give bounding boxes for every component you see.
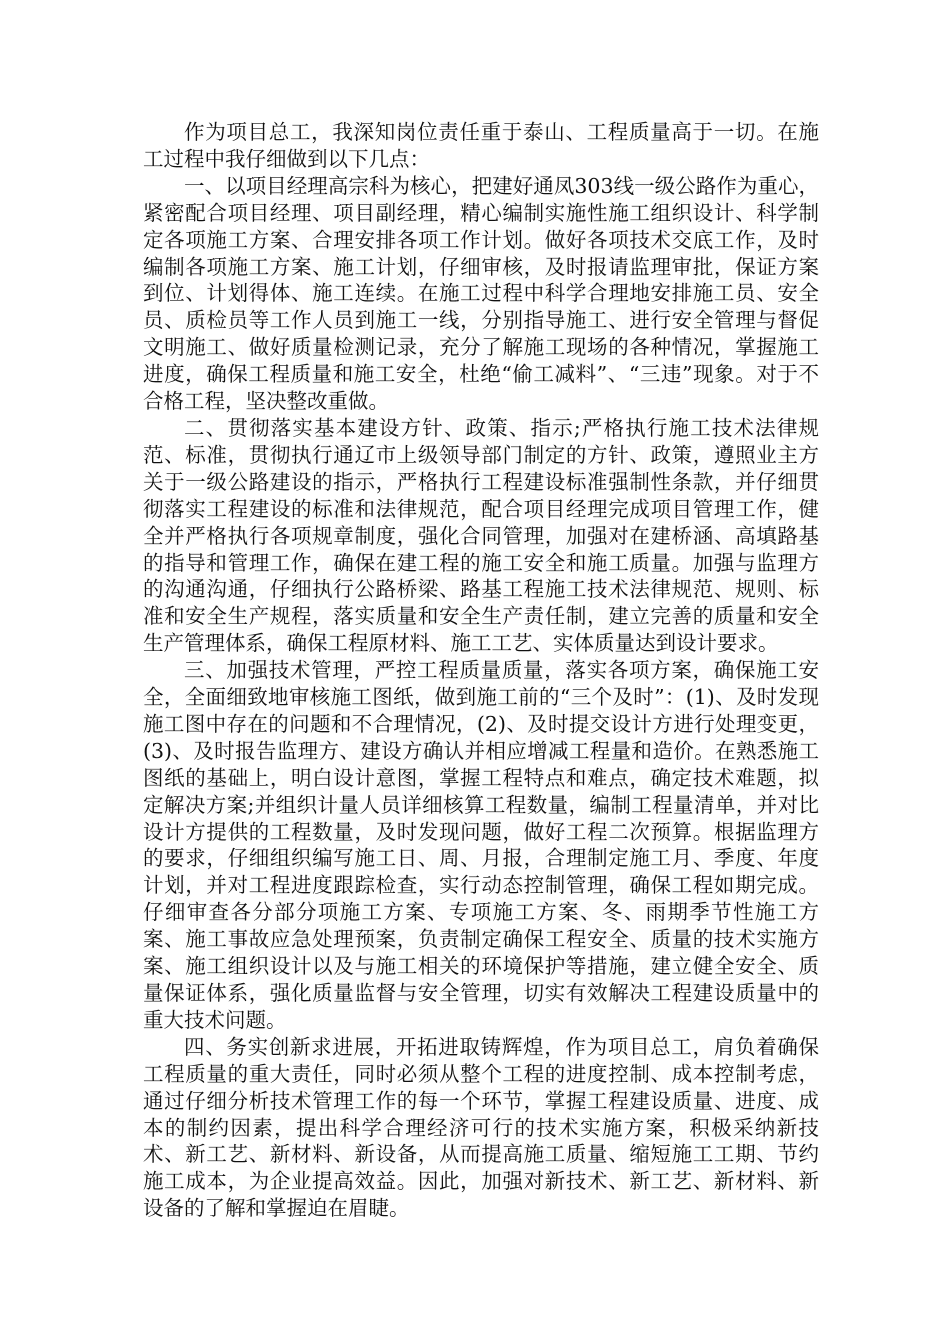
document-body — [143, 119, 819, 1222]
paragraph-section-1: 一、以项目经理高宗科为核心，把建好通凤303线一级公路作为重心，紧密配合项目经理、项目副经理，精心编制实施性施工组织设计、科学制定各项施工方案、合理安排各项工作计划。做好各项技术交底工作，及时编制各项施工方案、施工计划，仔细审核，及时报请监理审批，保证方案到位、计划得体、施工连续。在施工过程中科学合理地安排施工员、安全员、质检员等工作人员到施工一线，分别指导施工、进行安全管理与督促文明施工、做好质量检测记录，充分了解施工现场的各种情况，掌握施工进度，确保工程质量和施工安全，杜绝“偷工减料”、“三违”现象。对于不合格工程，坚决整改重做。 — [143, 173, 819, 414]
paragraph-section-3: 三、加强技术管理，严控工程质量质量，落实各项方案，确保施工安全，全面细致地审核施工图纸，做到施工前的“三个及时”：(1)、及时发现施工图中存在的问题和不合理情况，(2)、及时提交设计方进行处理变更，(3)、及时报告监理方、建设方确认并相应增减工程量和造价。在熟悉施工图纸的基础上，明白设计意图，掌握工程特点和难点，确定技术难题，拟定解决方案;并组织计量人员详细核算工程数量，编制工程量清单，并对比设计方提供的工程数量，及时发现问题，做好工程二次预算。根据监理方的要求，仔细组织编写施工日、周、月报，合理制定施工月、季度、年度计划，并对工程进度跟踪检查，实行动态控制管理，确保工程如期完成。仔细审查各分部分项施工方案、专项施工方案、冬、雨期季节性施工方案、施工事故应急处理预案，负责制定确保工程安全、质量的技术实施方案、施工组织设计以及与施工相关的环境保护等措施，建立健全安全、质量保证体系，强化质量监督与安全管理，切实有效解决工程建设质量中的重大技术问题。 — [143, 658, 819, 1032]
paragraph-section-2: 二、贯彻落实基本建设方针、政策、指示;严格执行施工技术法律规范、标准，贯彻执行通辽市上级领导部门制定的方针、政策，遵照业主方关于一级公路建设的指示，严格执行工程建设标准强制性条款，并仔细贯彻落实工程建设的标准和法律规范，配合项目经理完成项目管理工作，健全并严格执行各项规章制度，强化合同管理，加强对在建桥涵、高填路基的指导和管理工作，确保在建工程的施工安全和施工质量。加强与监理方的沟通沟通，仔细执行公路桥梁、路基工程施工技术法律规范、规则、标准和安全生产规程，落实质量和安全生产责任制，建立完善的质量和安全生产管理体系，确保工程原材料、施工工艺、实体质量达到设计要求。 — [143, 415, 819, 656]
paragraph-section-4: 四、务实创新求进展，开拓进取铸辉煌，作为项目总工，肩负着确保工程质量的重大责任，同时必须从整个工程的进度控制、成本控制考虑，通过仔细分析技术管理工作的每一个环节，掌握工程建设质量、进度、成本的制约因素，提出科学合理经济可行的技术实施方案，积极采纳新技术、新工艺、新材料、新设备，从而提高施工质量、缩短施工工期、节约施工成本，为企业提高效益。因此，加强对新技术、新工艺、新材料、新设备的了解和掌握迫在眉睫。 — [143, 1034, 819, 1221]
paragraph-intro: 作为项目总工，我深知岗位责任重于泰山、工程质量高于一切。在施工过程中我仔细做到以下几点： — [143, 120, 819, 171]
